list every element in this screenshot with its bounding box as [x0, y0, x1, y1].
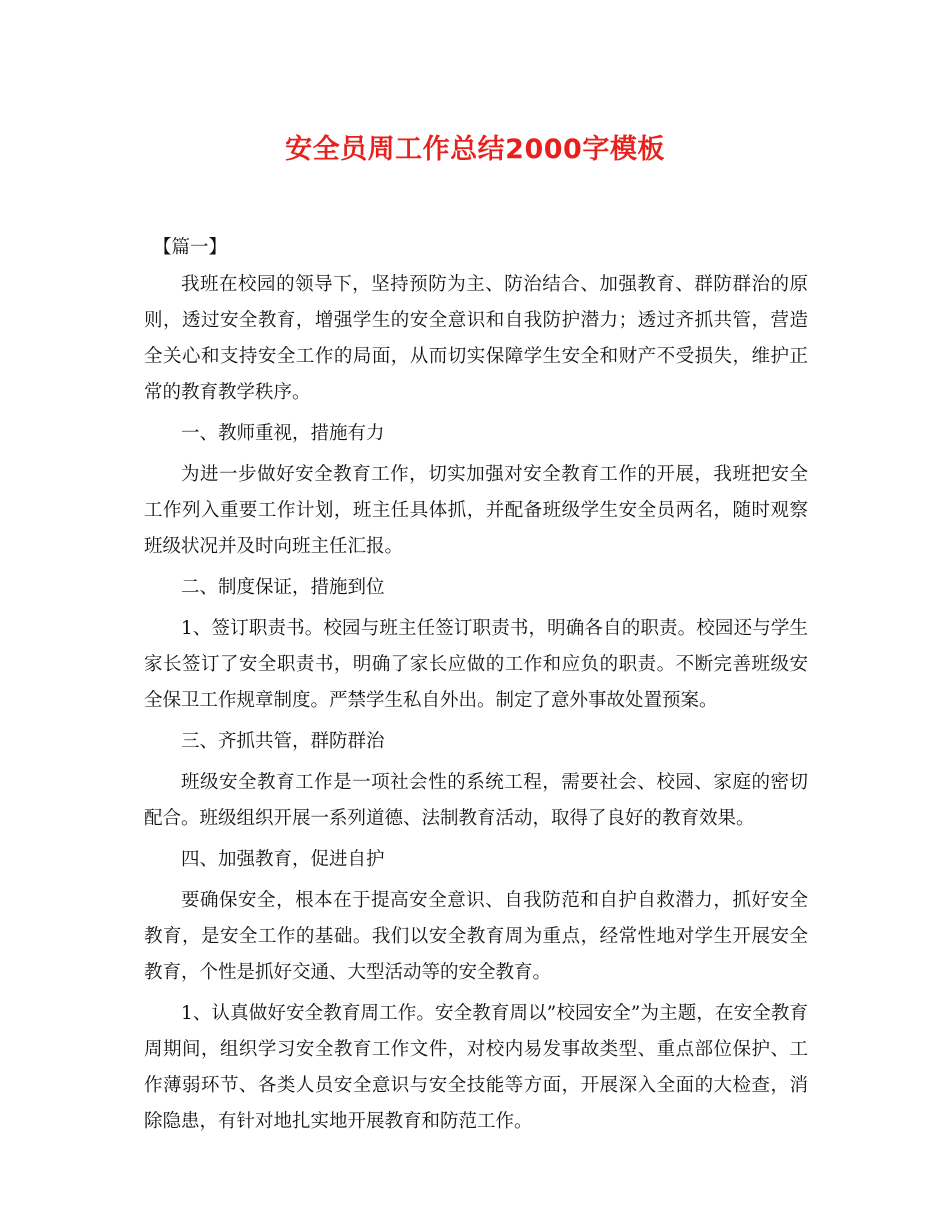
paragraph-3: 班级安全教育工作是一项社会性的系统工程，需要社会、校园、家庭的密切配合。班级组织开展一系列道德、法制教育活动，取得了良好的教育效果。 — [144, 772, 808, 829]
heading-3: 三、齐抓共管，群防群治 — [181, 731, 385, 752]
heading-1: 一、教师重视，措施有力 — [181, 423, 385, 444]
document-title: 安全员周工作总结2000字模板 — [285, 134, 665, 165]
heading-2: 二、制度保证，措施到位 — [181, 577, 385, 598]
document-body — [144, 230, 808, 1145]
heading-4: 四、加强教育，促进自护 — [181, 849, 385, 870]
paragraph-1: 为进一步做好安全教育工作，切实加强对安全教育工作的开展，我班把安全工作列入重要工作计划，班主任具体抓，并配备班级学生安全员两名，随时观察班级状况并及时向班主任汇报。 — [144, 464, 808, 557]
intro-paragraph: 我班在校园的领导下，坚持预防为主、防治结合、加强教育、群防群治的原则，透过安全教育，增强学生的安全意识和自我防护潜力；透过齐抓共管，营造全关心和支持安全工作的局面，从而切实保障学生安全和财产不受损失，维护正常的教育教学秩序。 — [144, 274, 808, 403]
paragraph-5: 1、认真做好安全教育周工作。安全教育周以”校园安全”为主题，在安全教育周期间，组织学习安全教育工作文件，对校内易发事故类型、重点部位保护、工作薄弱环节、各类人员安全意识与安全技能等方面，开展深入全面的大检查，消除隐患，有针对地扎实地开展教育和防范工作。 — [144, 1003, 808, 1132]
section-tag: 【篇一】 — [153, 237, 228, 258]
paragraph-4: 要确保安全，根本在于提高安全意识、自我防范和自护自救潜力，抓好安全教育，是安全工作的基础。我们以安全教育周为重点，经常性地对学生开展安全教育，个性是抓好交通、大型活动等的安全教育。 — [144, 890, 808, 983]
paragraph-2: 1、签订职责书。校园与班主任签订职责书，明确各自的职责。校园还与学生家长签订了安全职责书，明确了家长应做的工作和应负的职责。不断完善班级安全保卫工作规章制度。严禁学生私自外出。制定了意外事故处置预案。 — [144, 618, 808, 711]
